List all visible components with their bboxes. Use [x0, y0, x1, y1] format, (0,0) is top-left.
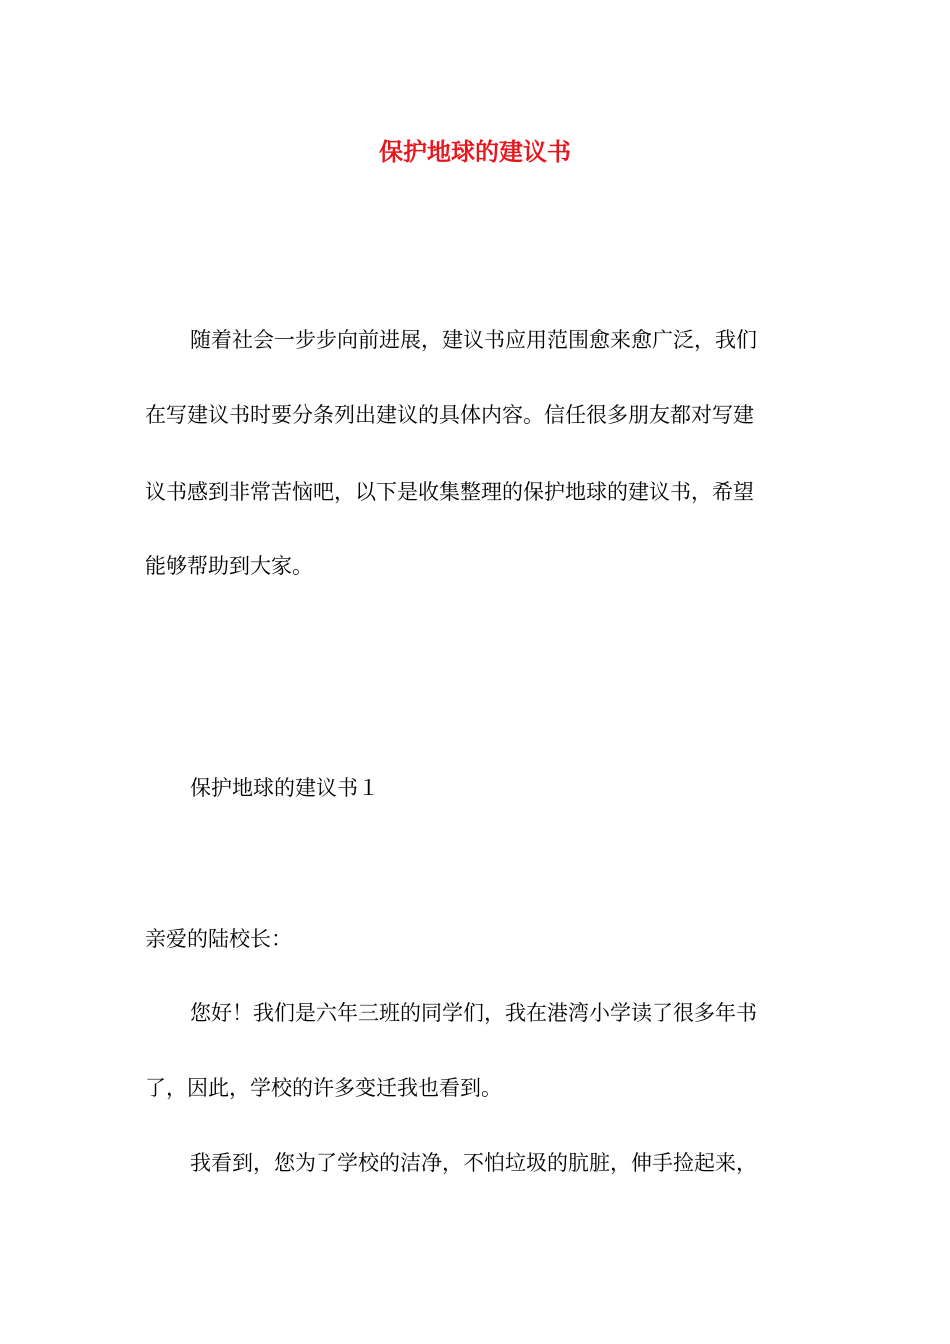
- intro-line-3: 议书感到非常苦恼吧，以下是收集整理的保护地球的建议书，希望: [145, 480, 754, 504]
- salutation: 亲爱的陆校长：: [145, 927, 292, 951]
- paragraph-2-line-1: 我看到，您为了学校的洁净，不怕垃圾的肮脏，伸手捡起来，: [190, 1151, 757, 1175]
- intro-line-2: 在写建议书时要分条列出建议的具体内容。信任很多朋友都对写建: [145, 403, 754, 427]
- document-title: 保护地球的建议书: [379, 137, 571, 166]
- paragraph-1-line-1: 您好！我们是六年三班的同学们，我在港湾小学读了很多年书: [190, 1001, 757, 1025]
- paragraph-1-line-2: 了，因此，学校的许多变迁我也看到。: [145, 1076, 502, 1100]
- intro-line-1: 随着社会一步步向前进展，建议书应用范围愈来愈广泛，我们: [190, 328, 757, 352]
- section-heading: 保护地球的建议书１: [190, 776, 379, 800]
- intro-line-4: 能够帮助到大家。: [145, 554, 313, 578]
